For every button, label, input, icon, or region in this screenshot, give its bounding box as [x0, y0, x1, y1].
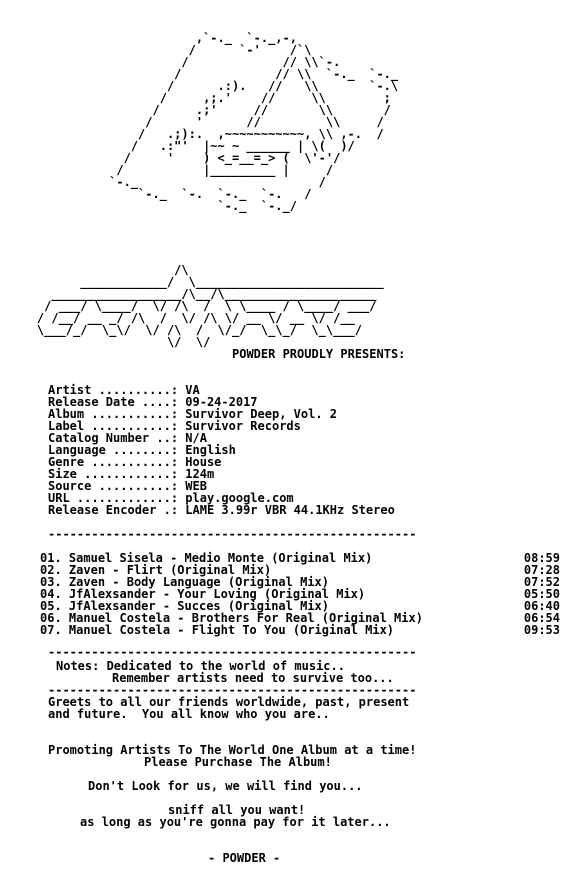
info-row: Size ............: 124m — [48, 467, 215, 481]
info-value: play.google.com — [185, 491, 294, 505]
info-value: N/A — [185, 431, 207, 445]
info-label: Album ........... — [48, 407, 171, 421]
info-value: 124m — [185, 467, 215, 481]
info-row: Release Encoder .: LAME 3.99r VBR 44.1KHz Stereo — [48, 503, 395, 517]
info-label: Release Encoder . — [48, 503, 171, 517]
info-row: Label ...........: Survivor Records — [48, 419, 301, 433]
track-number: 01. — [40, 551, 62, 565]
info-label: Size ............ — [48, 467, 171, 481]
track-number: 03. — [40, 575, 62, 589]
info-row: Artist ..........: VA — [48, 383, 200, 397]
info-row: Genre ...........: House — [48, 455, 222, 469]
info-label: Source .......... — [48, 479, 171, 493]
sniff-line-2: as long as you're gonna pay for it later... — [80, 815, 391, 829]
ascii-art-logo: ,`-._ `-._,-, / `-' /`\ / // \\`-. / // \\ `-._ `-._ / .:). // \\ `-.\ / ,;.' // \\ ; / .;' // \\ / / ' // \\ / / .;):. ,~~~~~~~~~~~, \\ ,-. / / .:"' |~~ ~ ______ | \( )/ / ' ) <_=__=_> ( \'-'/ / |_________ | / `-._ / `-._ `-. `-._ `-. / `-._ `-._/ — [109, 31, 399, 213]
promo-line-2: Please Purchase The Album! — [144, 755, 332, 769]
footer-signature: - POWDER - — [208, 851, 281, 865]
track-duration: 07:28 — [523, 563, 560, 577]
track-number: 02. — [40, 563, 62, 577]
info-value: English — [185, 443, 236, 457]
info-value: VA — [185, 383, 200, 397]
greets-line-1: Greets to all our friends worldwide, past, present — [48, 695, 410, 709]
greets-line-2: and future. You all know who you are.. — [48, 707, 330, 721]
separator-1: --------------------------------------------------- — [48, 527, 417, 541]
track-duration: 06:54 — [523, 611, 560, 625]
info-row: Language ........: English — [48, 443, 236, 457]
info-label: URL ............. — [48, 491, 171, 505]
track-title: Zaven - Body Language (Original Mix) — [68, 575, 330, 589]
track-duration: 07:52 — [523, 575, 560, 589]
info-label: Genre ........... — [48, 455, 171, 469]
info-label: Release Date .... — [48, 395, 171, 409]
info-label: Label ........... — [48, 419, 171, 433]
track-title: Samuel Sisela - Medio Monte (Original Mix) — [68, 551, 373, 565]
track-title: JfAlexsander - Succes (Original Mix) — [68, 599, 330, 613]
track-number: 04. — [40, 587, 62, 601]
notes-line-2: Remember artists need to survive too... — [112, 671, 394, 685]
notes-line-1: Notes: Dedicated to the world of music.. — [56, 659, 345, 673]
info-row: Release Date ....: 09-24-2017 — [48, 395, 258, 409]
info-label: Language ........ — [48, 443, 171, 457]
info-value: Survivor Records — [185, 419, 301, 433]
info-value: WEB — [185, 479, 207, 493]
sniff-line-1: sniff all you want! — [168, 803, 306, 817]
track-duration: 05:50 — [523, 587, 560, 601]
info-row: Album ...........: Survivor Deep, Vol. 2 — [48, 407, 337, 421]
track-number: 07. — [40, 623, 62, 637]
info-value: LAME 3.99r VBR 44.1KHz Stereo — [185, 503, 395, 517]
track-duration: 08:59 — [523, 551, 560, 565]
ascii-art-powder-wordmark: /\ ____________/ \__________________________ __________________/\__/\_____________________ / ___/ \____/ \/ /\ / \ \____ / \____/ ___/ / /__/ __ _/ /\ / \/ /\ \/ __ \/ __ \/ /__ \___/_/ \_\/ \/ /\ / \/_/ \_\_/ \_\___/ \/ \/ — [36, 263, 384, 349]
track-title: Manuel Costela - Flight To You (Original Mix) — [68, 623, 395, 637]
track-duration: 09:53 — [523, 623, 560, 637]
info-row: Catalog Number ..: N/A — [48, 431, 207, 445]
promo-line-1: Promoting Artists To The World One Album at a time! — [48, 743, 417, 757]
info-value: Survivor Deep, Vol. 2 — [185, 407, 337, 421]
track-title: Zaven - Flirt (Original Mix) — [68, 563, 272, 577]
track-number: 06. — [40, 611, 62, 625]
info-row: Source ..........: WEB — [48, 479, 207, 493]
info-label: Artist .......... — [48, 383, 171, 397]
info-label: Catalog Number .. — [48, 431, 171, 445]
track-row — [8, 624, 560, 636]
separator-3: --------------------------------------------------- — [48, 683, 417, 697]
track-title: Manuel Costela - Brothers For Real (Original Mix) — [68, 611, 423, 625]
track-duration: 06:40 — [523, 599, 560, 613]
presents-heading: POWDER PROUDLY PRESENTS: — [232, 347, 406, 361]
separator-2: --------------------------------------------------- — [48, 645, 417, 659]
info-value: House — [185, 455, 222, 469]
dont-look-line: Don't Look for us, we will find you... — [88, 779, 363, 793]
track-title: JfAlexsander - Your Loving (Original Mix) — [68, 587, 366, 601]
track-number: 05. — [40, 599, 62, 613]
info-value: 09-24-2017 — [185, 395, 258, 409]
info-row: URL .............: play.google.com — [48, 491, 294, 505]
